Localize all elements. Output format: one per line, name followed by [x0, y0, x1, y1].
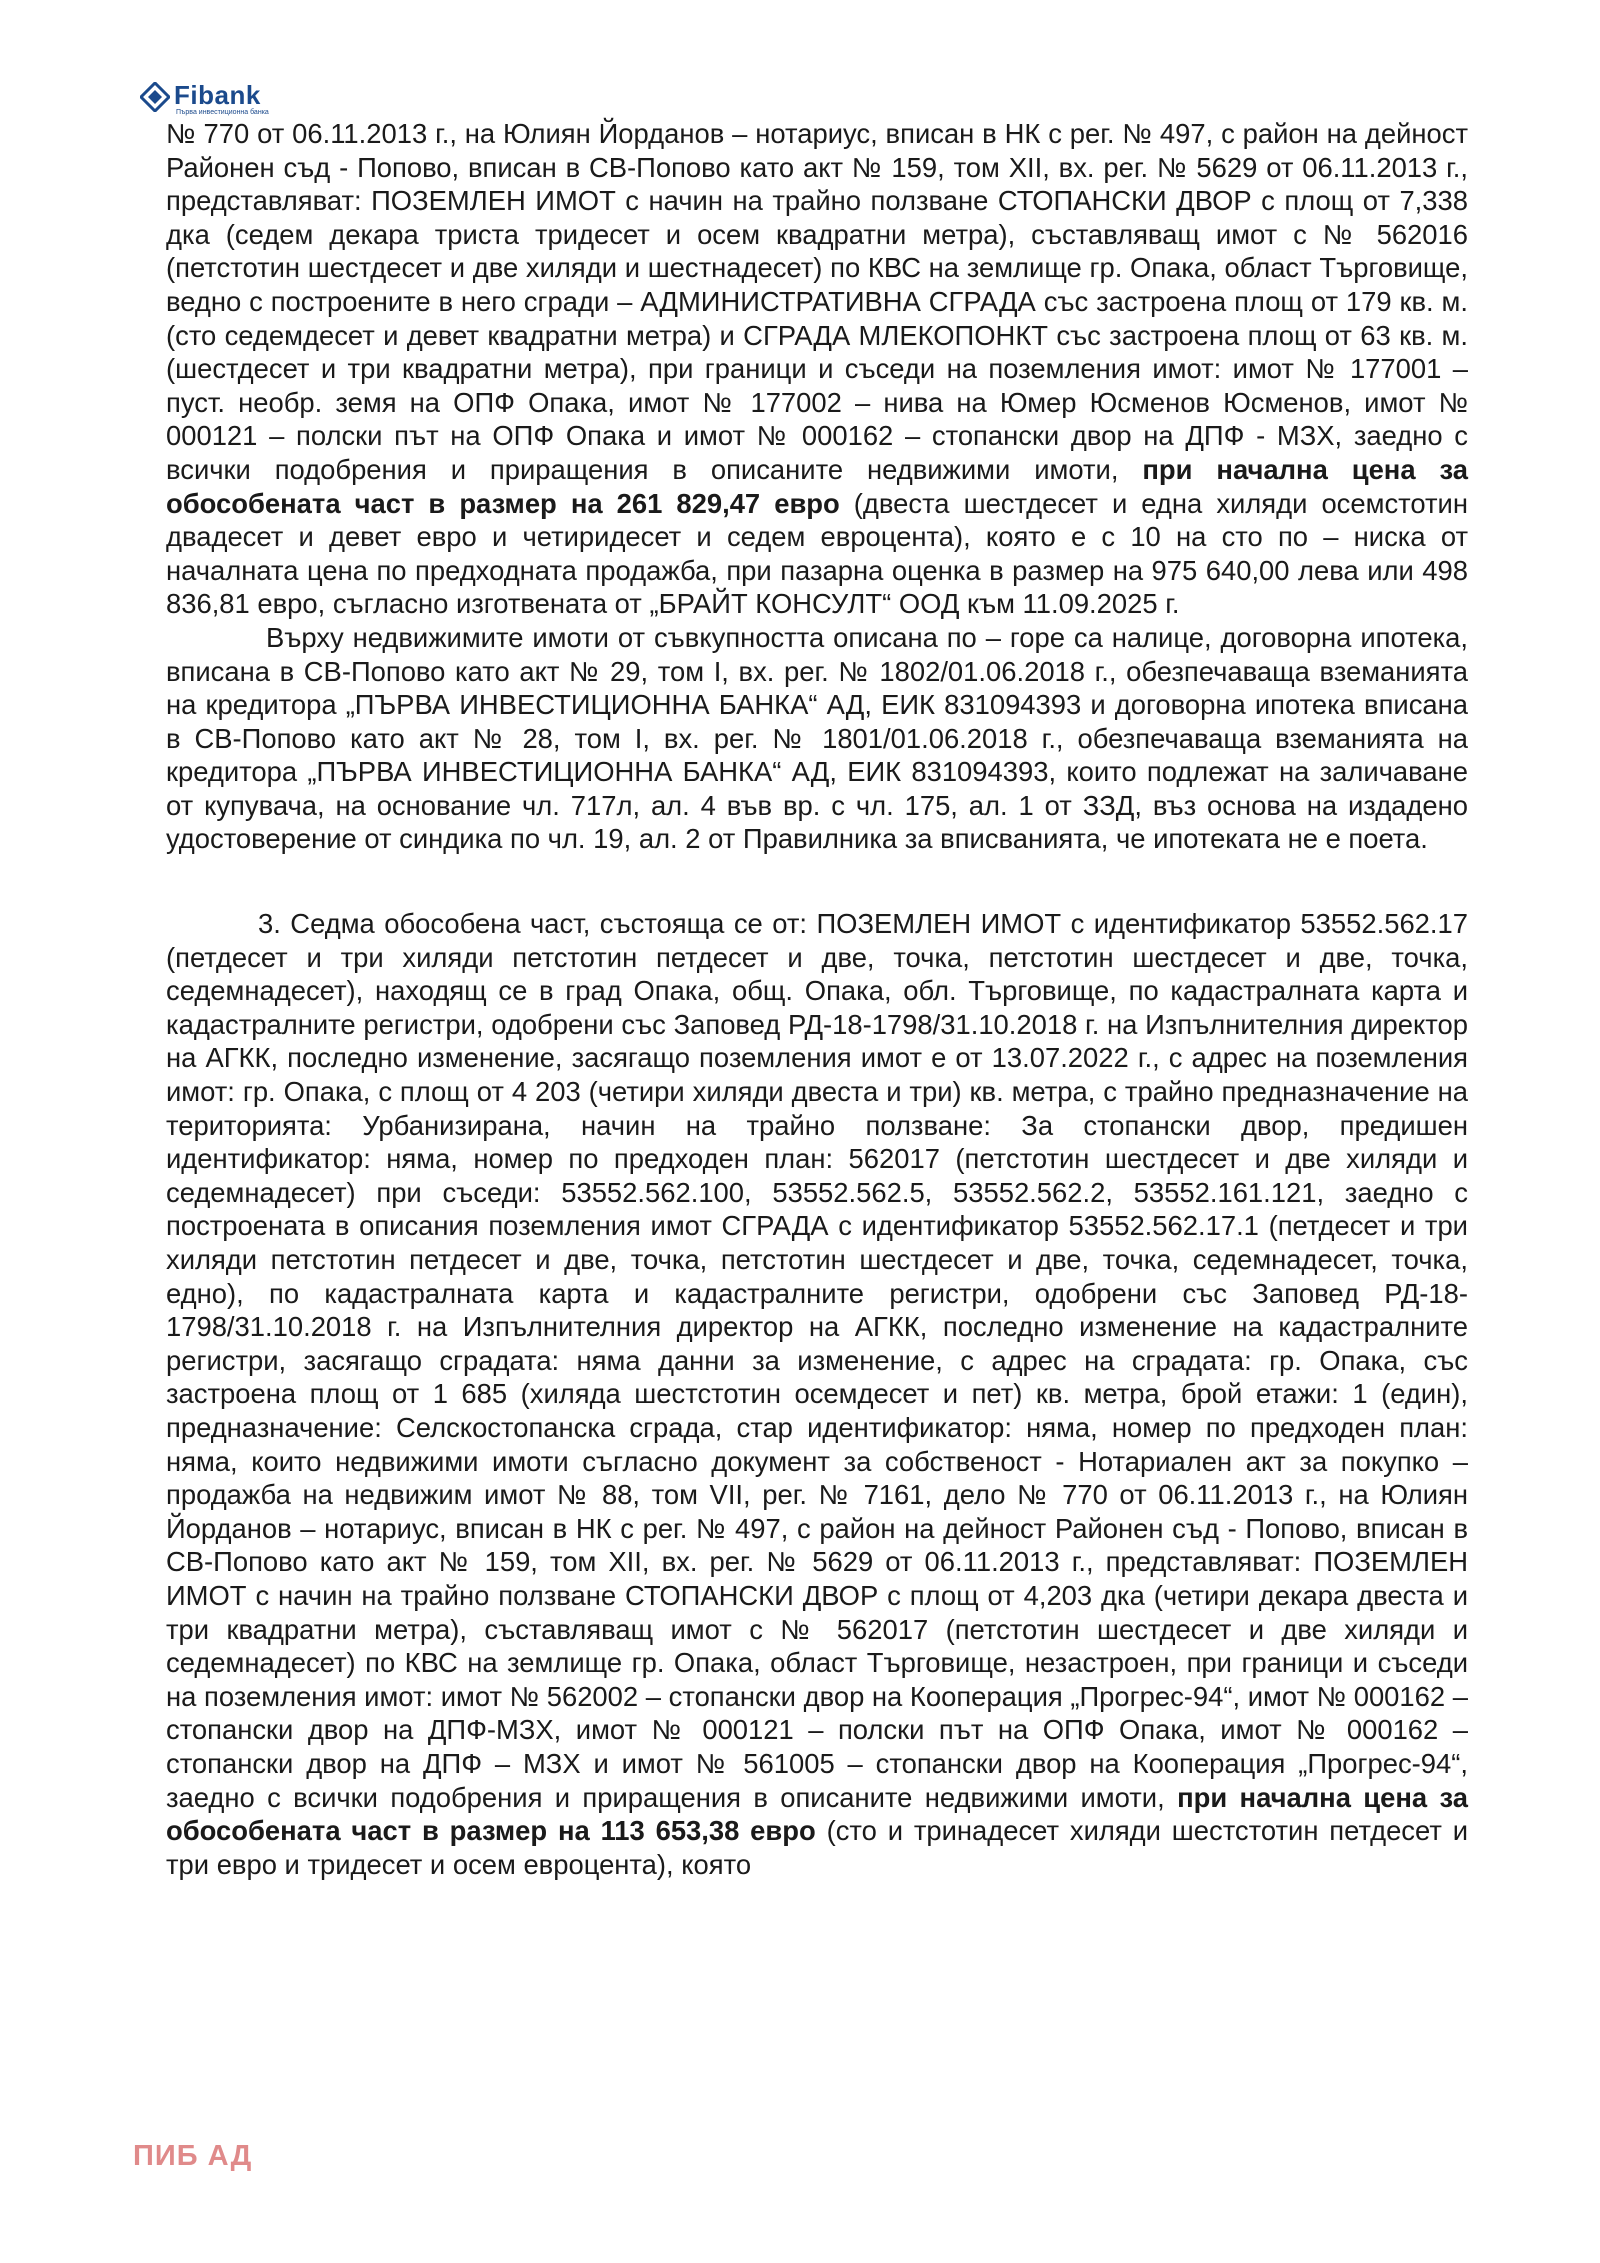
fibank-diamond-icon [140, 82, 170, 112]
paragraph-property-7 [166, 907, 1468, 1881]
logo-tagline: Първа инвестиционна банка [176, 109, 269, 116]
fibank-logo [140, 82, 269, 116]
paragraph-mortgage [166, 621, 1468, 856]
paragraph-text: Върху недвижимите имоти от съвкупността описана по – горе са налице, договорна ипотека, вписана в СВ-Попово като акт № 29, том I, вх. рег. № 1802/01.06.2018 г., обезпечаваща вземанията на кредитора „ПЪРВА ИНВЕСТИЦИОННА БАНКА“ АД, ЕИК 831094393 и договорна ипотека вписана в СВ-Попово като акт № 28, том I, вх. рег. № 1801/01.06.2018 г., обезпечаваща вземанията на кредитора „ПЪРВА ИНВЕСТИЦИОННА БАНКА“ АД, ЕИК 831094393, които подлежат на заличаване от купувача, на основание чл. 717л, ал. 4 във вр. с чл. 175, ал. 1 от ЗЗД, въз основа на издадено удостоверение от синдика по чл. 19, ал. 2 от Правилника за вписванията, че ипотеката не е поета. [166, 621, 1468, 855]
paragraph-text: (двеста шестдесет и една хиляди осемстотин двадесет и девет евро и четиридесет и седем евроцента), която е с 10 на сто по – ниска от началната цена по предходната продажба, при пазарна оценка в размер на 975 640,00 лева или 498 836,81 евро, съгласно изготвената от „БРАЙТ КОНСУЛТ“ ООД към 11.09.2025 г. [166, 487, 1468, 620]
starting-price-bold: при начална цена за обособената част в размер на 113 653,38 евро [166, 1781, 1468, 1847]
paragraph-text: № 770 от 06.11.2013 г., на Юлиян Йорданов – нотариус, вписан в НК с рег. № 497, с район на дейност Районен съд - Попово, вписан в СВ-Попово като акт № 159, том XII, вх. рег. № 5629 от 06.11.2013 г., представляват: ПОЗЕМЛЕН ИМОТ с начин на трайно ползване СТОПАНСКИ ДВОР с площ от 7,338 дка (седем декара триста тридесет и осем квадратни метра), съставляващ имот с № 562016 (петстотин шестдесет и две хиляди и шестнадесет) по КВС на землище гр. Опака, област Търговище, ведно с построените в него сгради – АДМИНИСТРАТИВНА СГРАДА със застроена площ от 179 кв. м. (сто седемдесет и девет квадратни метра) и СГРАДА МЛЕКОПОНКТ със застроена площ от 63 кв. м. (шестдесет и три квадратни метра), при граници и съседи на поземления имот: имот № 177001 – пуст. необр. земя на ОПФ Опака, имот № 177002 – нива на Юмер Юсменов Юсменов, имот № 000121 – полски път на ОПФ Опака и имот № 000162 – стопански двор на ДПФ - МЗХ, заедно с всички подобрения и приращения в описаните недвижими имоти, [166, 118, 1468, 485]
paragraph-text: 3. Седма обособена част, състояща се от: ПОЗЕМЛЕН ИМОТ с идентификатор 53552.562.17 (петдесет и три хиляди петстотин петдесет и две, точка, петстотин шестдесет и две, точка, седемнадесет), находящ се в град Опака, общ. Опака, обл. Търговище, по кадастралната карта и кадастралните регистри, одобрени със Заповед РД-18-1798/31.10.2018 г. на Изпълнителния директор на АГКК, последно изменение, засягащо поземления имот е от 13.07.2022 г., с адрес на поземления имот: гр. Опака, с площ от 4 203 (четири хиляди двеста и три) кв. метра, с трайно предназначение на територията: Урбанизирана, начин на трайно ползване: За стопански двор, предишен идентификатор: няма, номер по предходен план: 562017 (петстотин шестдесет и две хиляди и седемнадесет) при съседи: 53552.562.100, 53552.562.5, 53552.562.2, 53552.161.121, заедно с построената в описания поземления имот СГРАДА с идентификатор 53552.562.17.1 (петдесет и три хиляди петстотин петдесет и две, точка, петстотин шестдесет и две, точка, седемнадесет, точка, едно), по кадастралната карта и кадастралните регистри, одобрени със Заповед РД-18-1798/31.10.2018 г. на Изпълнителния директор на АГКК, последно изменение на кадастралните регистри, засягащо сградата: няма данни за изменение, с адрес на сградата: гр. Опака, със застроена площ от 1 685 (хиляда шестстотин осемдесет и пет) кв. метра, брой етажи: 1 (един), предназначение: Селскостопанска сграда, стар идентификатор: няма, номер по предходен план: няма, които недвижими имоти съгласно документ за собственост - Нотариален акт за покупко – продажба на недвижим имот № 88, том VII, рег. № 7161, дело № 770 от 06.11.2013 г., на Юлиян Йорданов – нотариус, вписан в НК с рег. № 497, с район на дейност Районен съд - Попово, вписан в СВ-Попово като акт № 159, том XII, вх. рег. № 5629 от 06.11.2013 г., представляват: ПОЗЕМЛЕН ИМОТ с начин на трайно ползване СТОПАНСКИ ДВОР с площ от 4,203 дка (четири декара двеста и три квадратни метра), съставляващ имот с № 562017 (петстотин шестдесет и две хиляди и седемнадесет) по КВС на землище гр. Опака, област Търговище, незастроен, при граници и съседи на поземления имот: имот № 562002 – стопански двор на Кооперация „Прогрес-94“, имот № 000162 – стопански двор на ДПФ-МЗХ, имот № 000121 – полски път на ОПФ Опака, имот № 000162 – стопански двор на ДПФ – МЗХ и имот № 561005 – стопански двор на Кооперация „Прогрес-94“, заедно с всички подобрения и приращения в описаните недвижими имоти, [166, 908, 1468, 1813]
document-body [166, 117, 1468, 1881]
starting-price-bold: при начална цена за обособената част в размер на 261 829,47 евро [166, 453, 1468, 519]
footer-stamp: ПИБ АД [133, 2140, 253, 2172]
paragraph-text: (сто и тринадесет хиляди шестстотин петдесет и три евро и тридесет и осем евроцента), която [166, 1815, 1468, 1880]
paragraph-property-6-continued [166, 117, 1468, 621]
logo-name: Fibank [174, 80, 261, 110]
